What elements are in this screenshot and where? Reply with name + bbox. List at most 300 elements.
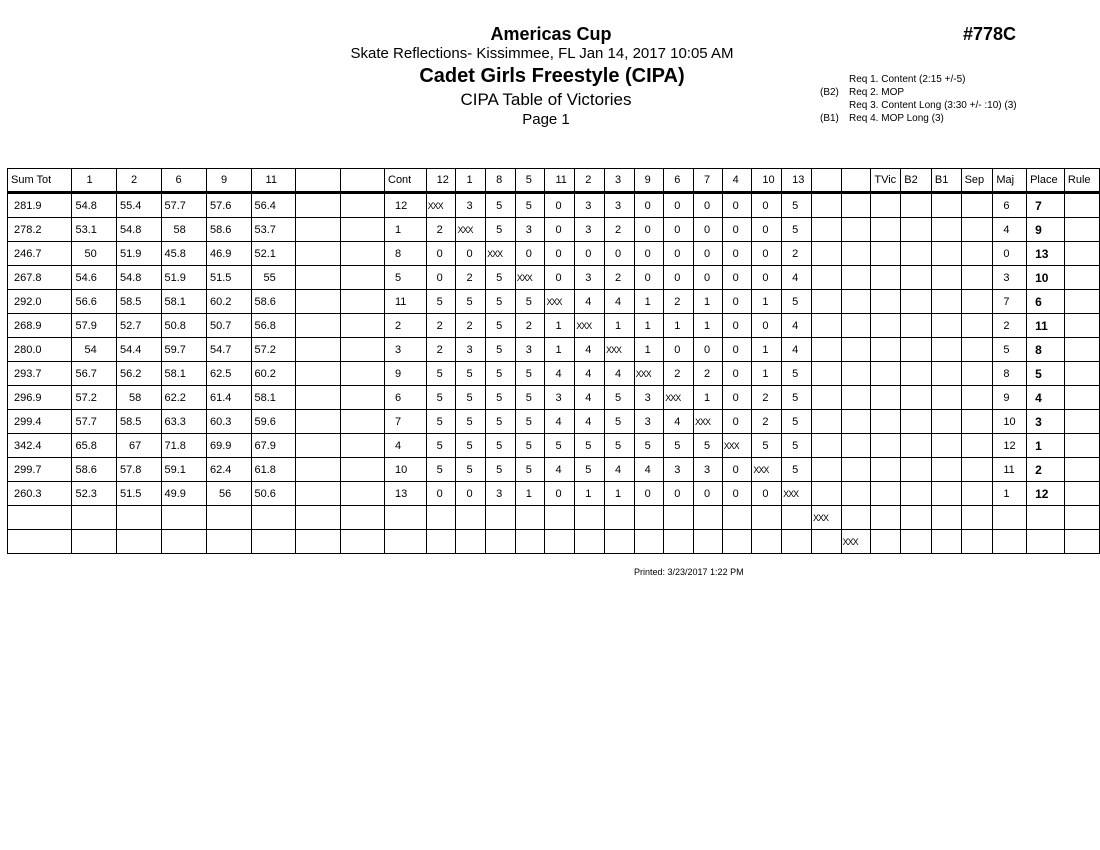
table-cell: 62.2 (161, 386, 206, 410)
table-cell (693, 530, 722, 554)
page-number: Page 1 (522, 111, 570, 128)
table-cell (961, 218, 993, 242)
table-cell: 293.7 (8, 362, 72, 386)
table-cell: 4 (634, 458, 664, 482)
table-cell: 4 (604, 362, 634, 386)
table-cell (341, 506, 385, 530)
table-cell: 0 (604, 242, 634, 266)
table-cell (575, 506, 605, 530)
table-cell (931, 362, 961, 386)
table-row (8, 242, 1100, 266)
table-cell (961, 314, 993, 338)
column-header: Maj (993, 169, 1027, 193)
table-cell: 5 (782, 410, 812, 434)
table-cell: 0 (722, 482, 752, 506)
table-cell: 3 (634, 410, 664, 434)
table-cell: 5 (782, 434, 812, 458)
table-header-row (8, 169, 1100, 193)
table-cell: 11 (993, 458, 1027, 482)
table-cell: 55.4 (117, 193, 162, 218)
table-cell (1064, 506, 1099, 530)
place-cell (1027, 506, 1065, 530)
requirements-list (820, 73, 1017, 125)
self-comparison-cell: XXX (752, 458, 782, 482)
table-cell: 54.8 (72, 193, 117, 218)
table-row (8, 530, 1100, 554)
place-cell: 7 (1027, 193, 1065, 218)
place-cell: 2 (1027, 458, 1065, 482)
table-cell: 2 (993, 314, 1027, 338)
table-cell: 69.9 (207, 434, 252, 458)
table-cell: 0 (722, 266, 752, 290)
column-header: 2 (575, 169, 605, 193)
column-header: 1 (72, 169, 117, 193)
table-cell: 0 (693, 266, 722, 290)
table-cell: 9 (993, 386, 1027, 410)
report-subtitle: CIPA Table of Victories (460, 90, 632, 109)
column-header: 2 (117, 169, 162, 193)
table-cell: 4 (575, 290, 605, 314)
table-cell: 1 (604, 314, 634, 338)
table-cell: 5 (515, 458, 545, 482)
table-cell (931, 314, 961, 338)
table-cell: 5 (486, 290, 516, 314)
table-cell: 4 (782, 314, 812, 338)
place-cell (1027, 530, 1065, 554)
table-cell (961, 338, 993, 362)
column-header: 12 (426, 169, 456, 193)
table-cell: 5 (456, 290, 486, 314)
table-row (8, 386, 1100, 410)
table-cell: 59.7 (161, 338, 206, 362)
table-cell: 5 (486, 410, 516, 434)
table-cell (341, 386, 385, 410)
table-cell: 65.8 (72, 434, 117, 458)
table-cell: 0 (664, 266, 694, 290)
table-row (8, 434, 1100, 458)
table-cell: 0 (456, 482, 486, 506)
requirement-item (820, 112, 1017, 125)
table-cell (931, 434, 961, 458)
table-cell: 278.2 (8, 218, 72, 242)
table-cell (871, 362, 901, 386)
table-cell (993, 506, 1027, 530)
self-comparison-cell: XXX (575, 314, 605, 338)
table-cell (296, 193, 341, 218)
table-cell: 3 (693, 458, 722, 482)
table-cell: 0 (722, 338, 752, 362)
table-cell (812, 242, 842, 266)
table-cell: 56.7 (72, 362, 117, 386)
requirement-bracket (820, 73, 849, 86)
table-cell: 4 (385, 434, 427, 458)
table-cell: 0 (722, 193, 752, 218)
table-cell (901, 386, 932, 410)
table-cell (207, 506, 252, 530)
self-comparison-cell: XXX (515, 266, 545, 290)
table-cell: 4 (782, 266, 812, 290)
table-cell: 4 (545, 362, 575, 386)
table-cell (782, 506, 812, 530)
table-cell: 12 (385, 193, 427, 218)
table-cell: 0 (664, 218, 694, 242)
table-cell: 5 (515, 410, 545, 434)
table-row (8, 482, 1100, 506)
column-header: 9 (207, 169, 252, 193)
table-cell (812, 434, 842, 458)
self-comparison-cell: XXX (693, 410, 722, 434)
table-cell (901, 458, 932, 482)
table-cell: 5 (486, 434, 516, 458)
table-row (8, 458, 1100, 482)
table-cell: 4 (545, 458, 575, 482)
table-cell: 5 (693, 434, 722, 458)
table-cell (812, 410, 842, 434)
table-cell: 6 (385, 386, 427, 410)
table-cell (931, 458, 961, 482)
table-row (8, 193, 1100, 218)
table-cell (871, 266, 901, 290)
table-cell (812, 482, 842, 506)
table-cell: 58.5 (117, 410, 162, 434)
table-cell: 0 (722, 410, 752, 434)
table-cell (341, 338, 385, 362)
column-header: 13 (782, 169, 812, 193)
table-cell: 56.6 (72, 290, 117, 314)
table-cell (251, 530, 296, 554)
column-header (296, 169, 341, 193)
table-cell: 5 (782, 193, 812, 218)
table-cell: 5 (426, 410, 456, 434)
table-cell (251, 506, 296, 530)
table-cell (901, 410, 932, 434)
table-cell: 0 (722, 218, 752, 242)
table-cell (296, 362, 341, 386)
table-cell: 0 (993, 242, 1027, 266)
table-cell: 0 (545, 218, 575, 242)
table-cell: 10 (993, 410, 1027, 434)
table-cell (812, 458, 842, 482)
table-cell: 3 (575, 193, 605, 218)
self-comparison-cell: XXX (664, 386, 694, 410)
table-cell (812, 218, 842, 242)
table-cell: 5 (515, 290, 545, 314)
self-comparison-cell: XXX (456, 218, 486, 242)
table-cell: 2 (456, 266, 486, 290)
table-cell: 56.2 (117, 362, 162, 386)
table-cell: 0 (722, 386, 752, 410)
table-cell (341, 458, 385, 482)
requirement-item (820, 99, 1017, 112)
table-cell: 5 (604, 386, 634, 410)
table-cell (1064, 314, 1099, 338)
table-row (8, 362, 1100, 386)
table-cell (296, 458, 341, 482)
table-cell (1064, 386, 1099, 410)
table-cell: 11 (385, 290, 427, 314)
column-header: 1 (456, 169, 486, 193)
table-cell (871, 434, 901, 458)
self-comparison-cell: XXX (545, 290, 575, 314)
table-cell: 54.7 (207, 338, 252, 362)
table-cell (296, 218, 341, 242)
table-cell: 0 (752, 482, 782, 506)
column-header: Place (1027, 169, 1065, 193)
table-cell: 51.5 (207, 266, 252, 290)
table-cell: 58 (161, 218, 206, 242)
table-cell: 60.2 (251, 362, 296, 386)
column-header: Sum Tot (8, 169, 72, 193)
table-cell: 5 (575, 434, 605, 458)
table-cell (931, 530, 961, 554)
table-cell (841, 290, 871, 314)
table-cell: 0 (426, 482, 456, 506)
table-cell: 57.9 (72, 314, 117, 338)
table-cell: 58 (117, 386, 162, 410)
table-cell: 2 (604, 218, 634, 242)
table-cell: 2 (456, 314, 486, 338)
table-cell: 1 (634, 338, 664, 362)
table-cell (782, 530, 812, 554)
table-cell: 56 (207, 482, 252, 506)
table-cell: 2 (426, 314, 456, 338)
table-cell: 52.3 (72, 482, 117, 506)
table-cell (341, 482, 385, 506)
place-cell: 1 (1027, 434, 1065, 458)
table-cell: 0 (545, 193, 575, 218)
table-cell: 3 (575, 266, 605, 290)
table-row (8, 290, 1100, 314)
table-cell: 1 (664, 314, 694, 338)
table-cell (296, 338, 341, 362)
place-cell: 13 (1027, 242, 1065, 266)
table-cell: 1 (752, 362, 782, 386)
table-cell (604, 530, 634, 554)
victories-table (7, 168, 1100, 554)
table-cell: 51.5 (117, 482, 162, 506)
table-cell (1064, 362, 1099, 386)
table-cell (341, 362, 385, 386)
table-cell: 280.0 (8, 338, 72, 362)
table-cell: 0 (722, 242, 752, 266)
table-cell: 0 (634, 242, 664, 266)
table-cell: 0 (664, 193, 694, 218)
table-cell (871, 410, 901, 434)
table-cell: 5 (486, 338, 516, 362)
table-cell (901, 362, 932, 386)
table-cell (961, 193, 993, 218)
table-cell: 57.7 (161, 193, 206, 218)
table-cell (515, 530, 545, 554)
self-comparison-cell: XXX (722, 434, 752, 458)
table-cell (871, 530, 901, 554)
column-header: 9 (634, 169, 664, 193)
column-header: Rule (1064, 169, 1099, 193)
table-cell: 4 (604, 458, 634, 482)
table-cell: 54.8 (117, 218, 162, 242)
table-cell (117, 506, 162, 530)
table-cell (296, 410, 341, 434)
table-row (8, 338, 1100, 362)
column-header: 11 (251, 169, 296, 193)
table-cell: 2 (515, 314, 545, 338)
table-cell: 5 (486, 314, 516, 338)
table-cell (841, 434, 871, 458)
table-cell: 5 (634, 434, 664, 458)
table-cell (296, 386, 341, 410)
table-cell: 54.6 (72, 266, 117, 290)
table-cell: 62.5 (207, 362, 252, 386)
self-comparison-cell: XXX (486, 242, 516, 266)
table-cell: 260.3 (8, 482, 72, 506)
place-cell: 6 (1027, 290, 1065, 314)
column-header: B2 (901, 169, 932, 193)
table-cell: 299.4 (8, 410, 72, 434)
table-cell: 54.4 (117, 338, 162, 362)
table-cell: 246.7 (8, 242, 72, 266)
table-cell (1064, 193, 1099, 218)
table-cell (486, 506, 516, 530)
table-cell: 50 (72, 242, 117, 266)
table-cell: 5 (486, 386, 516, 410)
place-cell: 4 (1027, 386, 1065, 410)
place-cell: 8 (1027, 338, 1065, 362)
requirement-bracket: (B1) (820, 113, 839, 124)
table-cell: 2 (752, 410, 782, 434)
table-cell (385, 506, 427, 530)
table-cell: 0 (456, 242, 486, 266)
table-cell (604, 506, 634, 530)
table-cell: 0 (693, 338, 722, 362)
table-cell: 0 (664, 242, 694, 266)
table-cell: 55 (251, 266, 296, 290)
table-cell: 0 (722, 362, 752, 386)
table-cell: 1 (634, 314, 664, 338)
requirement-bracket (820, 99, 849, 112)
table-cell: 1 (993, 482, 1027, 506)
table-cell (1064, 338, 1099, 362)
table-cell: 58.6 (72, 458, 117, 482)
table-cell: 299.7 (8, 458, 72, 482)
table-cell (752, 530, 782, 554)
table-cell: 57.8 (117, 458, 162, 482)
table-cell: 53.1 (72, 218, 117, 242)
self-comparison-cell: XXX (841, 530, 871, 554)
table-cell (426, 506, 456, 530)
table-cell (8, 530, 72, 554)
table-cell: 50.7 (207, 314, 252, 338)
printed-timestamp: Printed: 3/23/2017 1:22 PM (634, 567, 744, 577)
column-header: B1 (931, 169, 961, 193)
table-cell: 71.8 (161, 434, 206, 458)
table-cell: 2 (664, 362, 694, 386)
table-row (8, 266, 1100, 290)
table-cell (693, 506, 722, 530)
table-cell (961, 506, 993, 530)
table-cell: 2 (604, 266, 634, 290)
table-cell: 63.3 (161, 410, 206, 434)
event-number: #778C (963, 24, 1017, 44)
table-cell: 10 (385, 458, 427, 482)
table-cell (812, 290, 842, 314)
table-row (8, 218, 1100, 242)
table-cell: 60.2 (207, 290, 252, 314)
table-cell: 3 (456, 193, 486, 218)
table-cell (1064, 242, 1099, 266)
table-cell: 5 (486, 362, 516, 386)
table-cell: 1 (545, 338, 575, 362)
table-cell (871, 193, 901, 218)
column-header: Sep (961, 169, 993, 193)
table-cell: 50.8 (161, 314, 206, 338)
column-header (341, 169, 385, 193)
table-cell: 57.2 (72, 386, 117, 410)
place-cell: 5 (1027, 362, 1065, 386)
table-cell (296, 506, 341, 530)
table-cell: 5 (752, 434, 782, 458)
table-cell (871, 458, 901, 482)
table-cell (341, 242, 385, 266)
table-cell (812, 362, 842, 386)
table-cell: 1 (385, 218, 427, 242)
table-cell: 13 (385, 482, 427, 506)
column-header: TVic (871, 169, 901, 193)
table-cell (841, 242, 871, 266)
table-cell: 59.6 (251, 410, 296, 434)
requirement-text: Req 4. MOP Long (3) (849, 113, 944, 124)
table-cell (296, 242, 341, 266)
table-cell (961, 290, 993, 314)
self-comparison-cell: XXX (604, 338, 634, 362)
table-cell (722, 530, 752, 554)
table-cell: 0 (426, 242, 456, 266)
requirement-item (820, 73, 1017, 86)
table-cell (161, 530, 206, 554)
table-cell: 8 (993, 362, 1027, 386)
table-cell: 3 (604, 193, 634, 218)
table-cell (901, 314, 932, 338)
table-cell: 57.7 (72, 410, 117, 434)
table-cell (545, 506, 575, 530)
table-cell (901, 482, 932, 506)
table-cell: 5 (426, 386, 456, 410)
table-cell (1064, 218, 1099, 242)
table-cell (901, 266, 932, 290)
table-cell: 1 (693, 386, 722, 410)
table-cell (545, 530, 575, 554)
table-cell (841, 266, 871, 290)
table-cell: 49.9 (161, 482, 206, 506)
table-cell (841, 338, 871, 362)
table-cell: 5 (486, 266, 516, 290)
table-cell: 0 (722, 458, 752, 482)
table-cell: 7 (993, 290, 1027, 314)
table-cell (812, 266, 842, 290)
table-cell: 0 (515, 242, 545, 266)
table-cell (72, 530, 117, 554)
table-cell (871, 338, 901, 362)
table-cell (871, 218, 901, 242)
table-cell (961, 362, 993, 386)
table-cell (1064, 434, 1099, 458)
table-cell: 1 (575, 482, 605, 506)
table-cell: 3 (515, 218, 545, 242)
table-cell: 57.6 (207, 193, 252, 218)
table-cell (207, 530, 252, 554)
table-cell: 0 (752, 266, 782, 290)
self-comparison-cell: XXX (812, 506, 842, 530)
table-cell (341, 314, 385, 338)
